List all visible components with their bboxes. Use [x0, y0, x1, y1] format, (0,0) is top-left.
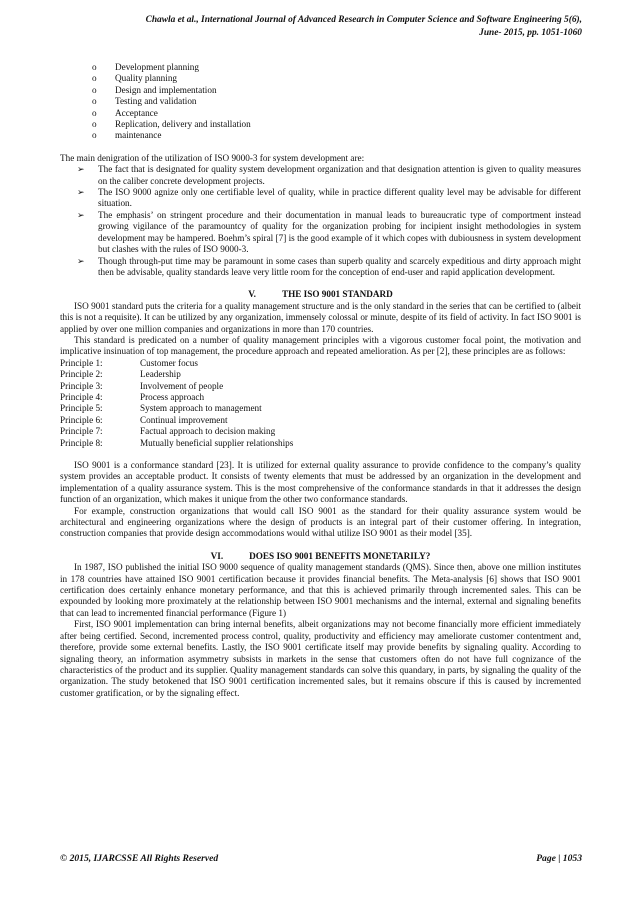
- list-item: o Quality planning: [92, 73, 581, 84]
- list-item: [60, 210, 581, 256]
- denigration-text: The emphasis’ on stringent procedure and their documentation in manual leads to bureaucratic type of comportment instead growing vigilance of the paramountcy of quality for the organization probing for incipient insight methodologies in system development may be hampered. Boehm’s spiral [7] is the good example of it which copes with dubiousness in system development but clashes with the rules of ISO 9000-3.: [98, 209, 581, 255]
- list-item: o maintenance: [92, 130, 581, 141]
- list-item: o Testing and validation: [92, 96, 581, 107]
- principle-value: Continual improvement: [140, 414, 228, 425]
- denigration-text: The fact that is designated for quality system development organization and that designation attention is given to quality measures on the caliber concrete development projects.: [98, 164, 581, 186]
- denigration-text: The ISO 9000 agnize only one certifiable level of quality, while in practice different quality level may be advisable for different situation.: [98, 187, 581, 209]
- principle-key: Principle 2:: [60, 369, 103, 380]
- list-item: o Replication, delivery and installation: [92, 119, 581, 130]
- arrow-bullet-icon: ➢: [77, 209, 85, 220]
- section-title: DOES ISO 9001 BENEFITS MONETARILY?: [249, 550, 431, 561]
- principle-row: [60, 392, 581, 403]
- phases-list: [92, 62, 581, 142]
- spacer: [60, 449, 581, 460]
- spacer: [60, 540, 581, 551]
- principle-value: Process approach: [140, 391, 205, 402]
- principle-key: Principle 8:: [60, 437, 103, 448]
- list-item: o Development planning: [92, 62, 581, 73]
- principle-row: [60, 415, 581, 426]
- section-heading: [60, 289, 581, 300]
- section-title: THE ISO 9001 STANDARD: [281, 289, 393, 300]
- list-item: [60, 164, 581, 187]
- principle-row: [60, 426, 581, 437]
- paragraph: First, ISO 9001 implementation can bring internal benefits, albeit organizations may not become financially more efficient immediately after being certified. Second, incremented process control, quality, productivity and efficiency may ameliorate customer contentment and, therefore, provide some external benefits. Lastly, the ISO 9001 certificate itself may provide benefits by signaling quality. According to signaling theory, an information asymmetry subsists in markets in the sense that customers often do not have full cognizance of the characteristics of the product and its supplier. Quality management standards can solve this quandary, in parts, by signaling the quality of the organization. The study betokened that ISO 9001 certification incremented sales, but it remains obscure if this is caused by incremented customer gratification, or by the signaling effect.: [60, 619, 581, 698]
- header-date-pages-line: June- 2015, pp. 1051-1060: [479, 27, 582, 38]
- arrow-bullet-icon: ➢: [77, 164, 85, 175]
- section-number: V.: [248, 289, 256, 300]
- list-item: o Design and implementation: [92, 85, 581, 96]
- principle-row: [60, 369, 581, 380]
- spacer: [60, 142, 581, 153]
- paragraph: In 1987, ISO published the initial ISO 9000 sequence of quality management standards (QMS). Since then, above one million institutes in 178 countries have attained ISO 9001 certification because it provides financial benefits. The Meta-analysis [6] shows that ISO 9001 certification does certainly enhance monetary performance, and that this is achieved primarily through incremented sales. This can be expounded by looking more proximately at the relationship between ISO 9001 mechanisms and the internal, external and signaling benefits that can lead to incremented financial performance (Figure 1): [60, 562, 581, 618]
- paragraph: This standard is predicated on a number of quality management principles with a vigorous customer focal point, the motivation and implicative insinuation of top management, the procedure approach and repeated amelioration. As per [2], these principles are as follows:: [60, 334, 581, 357]
- principle-key: Principle 1:: [60, 357, 103, 368]
- header-citation-line: Chawla et al., International Journal of Advanced Research in Computer Science and Software Engineering 5(6),: [145, 15, 582, 25]
- principle-key: Principle 6:: [60, 414, 103, 425]
- paragraph: ISO 9001 is a conformance standard [23]. It is utilized for external quality assurance to provide confidence to the company’s quality system provides an acceptable product. It consists of twenty elements that must be addressed by an organization in the development and implementation of a quality assurance system. This is the most comprehensive of the conformance standards in that it addresses the design function of an organization, which makes it unique from the other two conformance standards.: [60, 460, 581, 505]
- arrow-bullet-icon: ➢: [77, 255, 85, 266]
- principles-list: [60, 358, 581, 449]
- copyright-notice: © 2015, IJARCSSE All Rights Reserved: [60, 853, 219, 864]
- principle-row: [60, 381, 581, 392]
- list-item: o Acceptance: [92, 108, 581, 119]
- paragraph: For example, construction organizations that would call ISO 9001 as the standard for their quality assurance system would be architectural and engineering organizations where the design of products is an integral part of their customer offering. In integration, construction companies that provide design accommodations would withal utilize ISO 9001 as their model [35].: [60, 505, 581, 539]
- principle-key: Principle 5:: [60, 403, 103, 414]
- paragraph: ISO 9001 standard puts the criteria for a quality management structure and is the only standard in the series that can be certified to (albeit this is not a requisite). It can be utilized by any organization, immensely colossal or minute, despite of its field of activity. In fact ISO 9001 is applied by over one million companies and organizations in more than 170 countries.: [60, 300, 581, 334]
- principle-value: Customer focus: [140, 357, 198, 368]
- principle-value: Leadership: [140, 369, 181, 380]
- running-header: [22, 14, 582, 39]
- principle-row: [60, 438, 581, 449]
- principle-value: System approach to management: [140, 403, 262, 414]
- page-number: Page | 1053: [536, 853, 582, 864]
- denigration-intro: The main denigration of the utilization of ISO 9000-3 for system development are:: [60, 152, 365, 163]
- principle-key: Principle 7:: [60, 426, 103, 437]
- principle-value: Mutually beneficial supplier relationships: [140, 437, 294, 448]
- arrow-bullet-icon: ➢: [77, 187, 85, 198]
- principle-row: [60, 403, 581, 414]
- denigration-text: Though through-put time may be paramount in some cases than superb quality and scarcely expeditious and dirty approach might then be advisable, quality standards leave very little room for the conception of end-user and rapid application development.: [98, 255, 581, 277]
- section-number: VI.: [210, 550, 224, 561]
- principle-value: Involvement of people: [140, 380, 224, 391]
- list-item: [60, 187, 581, 210]
- list-item: [60, 256, 581, 279]
- principle-row: [60, 358, 581, 369]
- principle-key: Principle 4:: [60, 391, 103, 402]
- denigration-list: [60, 164, 581, 278]
- body-content: [60, 62, 581, 699]
- principle-key: Principle 3:: [60, 380, 103, 391]
- section-heading: [60, 551, 581, 562]
- spacer: [60, 278, 581, 289]
- principle-value: Factual approach to decision making: [140, 426, 276, 437]
